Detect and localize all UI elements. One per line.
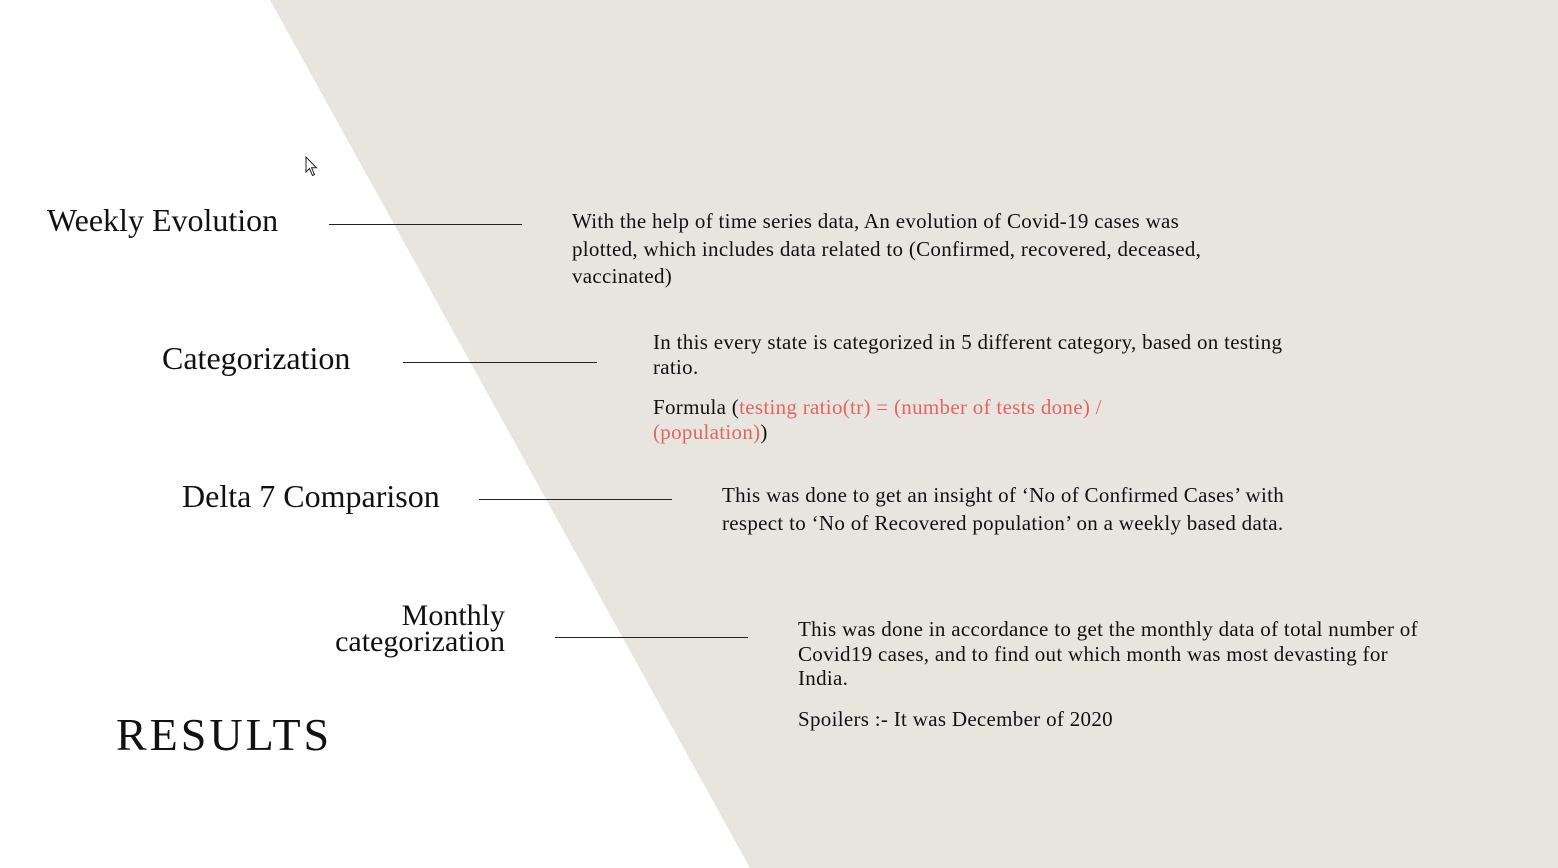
formula-suffix: ) [760, 420, 768, 444]
description-monthly-categorization [798, 617, 1418, 731]
connector-line-monthly-categorization [555, 637, 748, 638]
formula-text [653, 395, 1193, 445]
weekly-evolution-text: With the help of time series data, An evolution of Covid-19 cases was plotted, which includes data related to (Confirmed, recovered, deceased, vaccinated) [572, 209, 1202, 288]
heading-delta-7-comparison: Delta 7 Comparison [182, 478, 440, 514]
description-categorization [653, 330, 1293, 445]
connector-line-delta-7-comparison [479, 499, 672, 500]
heading-categorization: Categorization [162, 340, 351, 376]
heading-monthly-categorization [305, 599, 505, 658]
categorization-text: In this every state is categorized in 5 different category, based on testing ratio. [653, 330, 1283, 379]
formula-expression: testing ratio(tr) = (number of tests done) / (population) [653, 395, 1102, 444]
heading-monthly-line2: categorization [335, 625, 505, 658]
heading-weekly-evolution: Weekly Evolution [47, 202, 279, 238]
spoiler-note: Spoilers :- It was December of 2020 [798, 706, 1113, 731]
connector-line-categorization [403, 362, 597, 363]
delta-7-comparison-text: This was done to get an insight of ‘No of Confirmed Cases’ with respect to ‘No of Recovered population’ on a weekly based data. [722, 483, 1285, 535]
connector-line-weekly-evolution [329, 224, 522, 225]
monthly-categorization-text: This was done in accordance to get the monthly data of total number of Covid19 cases, and to find out which month was most devasting for India. [798, 617, 1418, 690]
heading-monthly-line1: Monthly [401, 599, 505, 632]
description-weekly-evolution [572, 208, 1202, 291]
mouse-pointer-icon [305, 156, 319, 178]
slide-title-results: RESULTS [116, 709, 333, 760]
formula-prefix: Formula ( [653, 395, 740, 419]
description-delta-7-comparison [722, 482, 1342, 537]
